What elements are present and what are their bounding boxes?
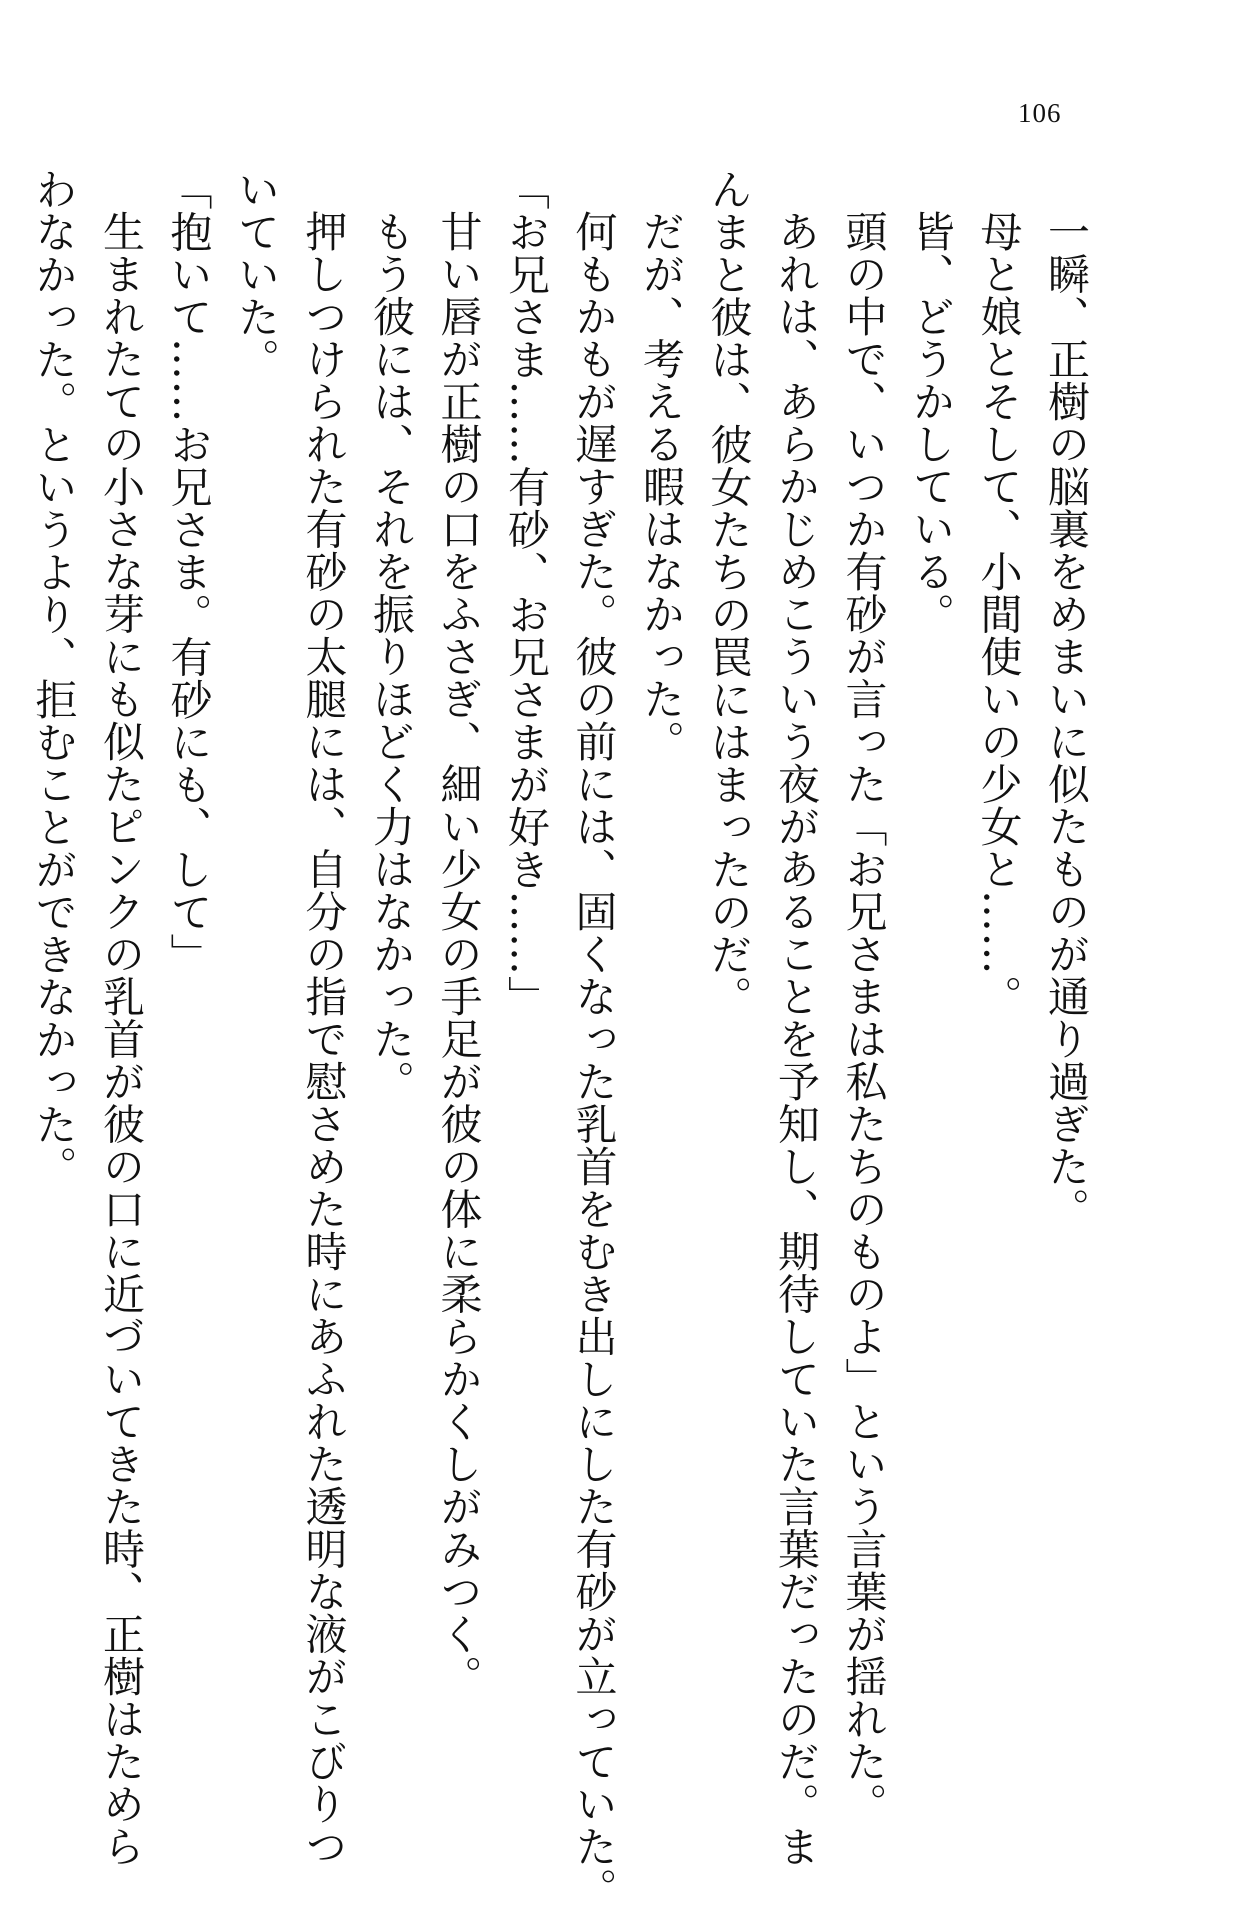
- text-line: 「抱いて……お兄さま。有砂にも、して」: [164, 168, 214, 976]
- vertical-text-body: [29, 168, 1100, 1910]
- text-line: 皆、どうかしている。: [907, 210, 956, 635]
- page-number: 106: [1018, 98, 1062, 128]
- text-line: 「お兄さま……有砂、お兄さまが好き……」: [502, 168, 551, 1018]
- text-line: 母と娘とそして、小間使いの少女と……。: [974, 210, 1024, 1018]
- text-line: だが、考える暇はなかった。: [637, 210, 686, 763]
- text-line: わなかった。というより、拒むことができなかった。: [29, 168, 79, 1188]
- text-line: 一瞬、正樹の脳裏をめまいに似たものが通り過ぎた。: [1042, 210, 1091, 1230]
- text-line: 甘い唇が正樹の口をふさぎ、細い少女の手足が彼の体に柔らかくしがみつく。: [434, 210, 484, 1698]
- text-line: いていた。: [232, 168, 281, 381]
- text-line: もう彼には、それを振りほどく力はなかった。: [367, 210, 416, 1103]
- text-line: あれは、あらかじめこういう夜があることを予知し、期待していた言葉だったのだ。ま: [772, 210, 821, 1868]
- text-line: 何もかもが遅すぎた。彼の前には、固くなった乳首をむき出しにした有砂が立っていた。: [569, 210, 619, 1910]
- text-line: 押しつけられた有砂の太腿には、自分の指で慰さめた時にあふれた透明な液がこびりつ: [299, 210, 349, 1868]
- text-line: 生まれたての小さな芽にも似たピンクの乳首が彼の口に近づいてきた時、正樹はためら: [97, 210, 146, 1868]
- text-line: んまと彼は、彼女たちの罠にはまったのだ。: [704, 168, 754, 1018]
- text-line: 頭の中で、いつか有砂が言った「お兄さまは私たちのものよ」という言葉が揺れた。: [839, 210, 889, 1825]
